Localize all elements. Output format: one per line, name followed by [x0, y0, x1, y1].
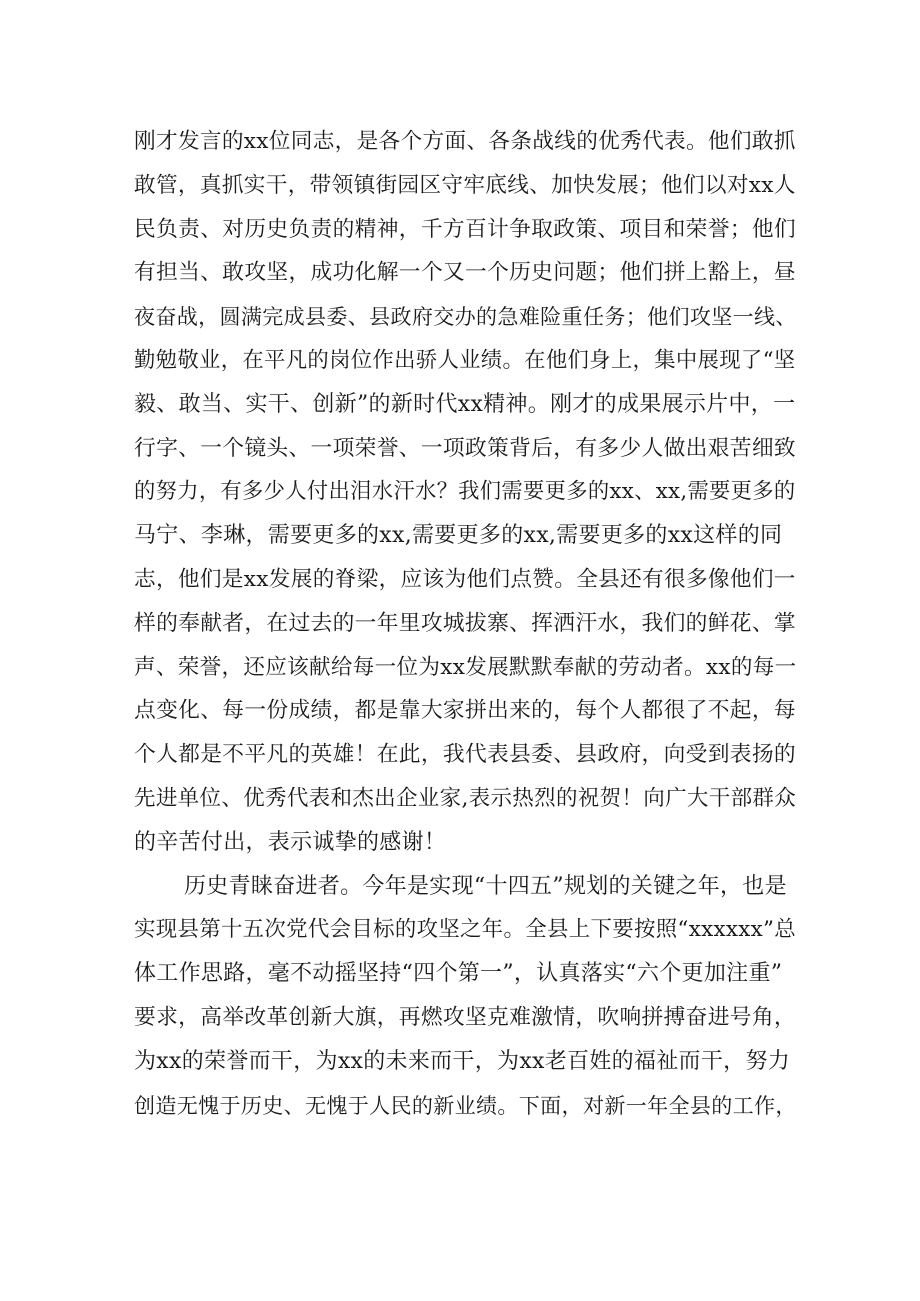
text-line-5: 夜奋战，圆满完成县委、县政府交办的急难险重任务；他们攻坚一线、: [134, 304, 797, 330]
text-line-19: 实现县第十五次党代会目标的攻坚之年。全县上下要按照“xxxxxx”总: [134, 917, 797, 943]
text-line-6: 勤勉敬业，在平凡的岗位作出骄人业绩。在他们身上，集中展现了“坚: [134, 347, 796, 373]
document-body: [134, 120, 796, 1127]
text-line-8: 行字、一个镜头、一项荣誉、一项政策背后，有多少人做出艰苦细致: [134, 435, 796, 461]
text-line-1: 刚才发言的xx位同志，是各个方面、各条战线的优秀代表。他们敢抓: [134, 129, 796, 154]
paragraph-2-first-line: 历史青睐奋进者。今年是实现“十四五”规划的关键之年，也是: [184, 873, 787, 899]
text-line-11: 志，他们是xx发展的脊梁，应该为他们点赞。全县还有很多像他们一: [134, 566, 796, 592]
text-line-4: 有担当、敢攻坚，成功化解一个又一个历史问题；他们拼上豁上，昼: [134, 260, 796, 286]
text-line-7: 毅、敢当、实干、创新”的新时代xx精神。刚才的成果展示片中，一: [134, 391, 796, 417]
text-line-10: 马宁、李琳，需要更多的xx,需要更多的xx,需要更多的xx这样的同: [134, 523, 783, 549]
text-line-23: 创造无愧于历史、无愧于人民的新业绩。下面，对新一年全县的工作，: [134, 1092, 797, 1118]
text-line-9: 的努力，有多少人付出泪水汗水？我们需要更多的xx、xx,需要更多的: [134, 479, 796, 505]
text-line-16: 先进单位、优秀代表和杰出企业家,表示热烈的祝贺！向广大干部群众: [134, 785, 797, 811]
text-line-2: 敢管，真抓实干，带领镇街园区守牢底线、加快发展；他们以对xx人: [134, 172, 796, 198]
text-line-20: 体工作思路，毫不动摇坚持“四个第一”，认真落实“六个更加注重”: [134, 961, 783, 987]
text-line-3: 民负责、对历史负责的精神，千方百计争取政策、项目和荣誉；他们: [134, 216, 796, 242]
text-line-14: 点变化、每一份成绩，都是靠大家拼出来的，每个人都很了不起，每: [134, 698, 796, 724]
text-line-17: 的辛苦付出，表示诚挚的感谢！: [134, 829, 447, 855]
text-line-22: 为xx的荣誉而干，为xx的未来而干，为xx老百姓的福祉而干，努力: [134, 1048, 791, 1074]
text-line-12: 样的奉献者，在过去的一年里攻城拔寨、挥洒汗水，我们的鲜花、掌: [134, 610, 796, 636]
text-line-15: 个人都是不平凡的英雄！在此，我代表县委、县政府，向受到表扬的: [134, 742, 796, 768]
text-line-21: 要求，高举改革创新大旗，再燃攻坚克难激情，吹响拼搏奋进号角，: [134, 1004, 796, 1030]
text-line-13: 声、荣誉，还应该献给每一位为xx发展默默奉献的劳动者。xx的每一: [134, 654, 797, 680]
